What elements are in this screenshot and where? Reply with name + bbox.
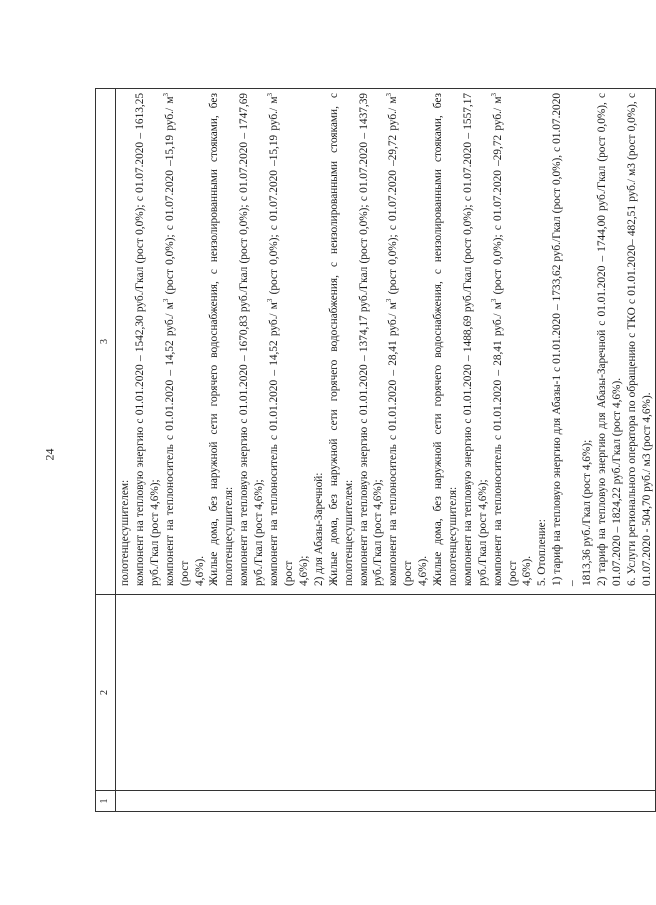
- text-line: 01.07.2020 – 1824,22 руб./Гкал (рост 4,6%).: [610, 377, 623, 586]
- text-line: компонент на тепловую энергию с 01.01.2020 – 1670,83 руб./Гкал (рост 0,0%); с 01.07.2020 – 1747,69: [238, 93, 251, 586]
- text-line: 2) для Абазы-Заречной:: [312, 472, 325, 586]
- text-line: 01.07.2020 - 504,70 руб./ м3 (рост 4,6%).: [640, 392, 653, 586]
- column-header-1: 1: [96, 791, 116, 812]
- text-line: компонент на теплоноситель с 01.01.2020 – 14,52 руб./ $м^3$ (рост 0,0%); с 01.07.2020 –15,19 руб./ $м^3$ (рост: [266, 93, 295, 586]
- table-row: [116, 89, 656, 812]
- text-line: компонент на теплоноситель с 01.01.2020 – 28,41 руб./ $м^3$ (рост 0,0%); с 01.07.2020 –29,72 руб./ $м^3$ (рост: [385, 93, 415, 586]
- text-line: 4,6%).: [193, 555, 206, 586]
- text-line: руб./Гкал (рост 4,6%);: [372, 479, 385, 586]
- table-header-row: [96, 89, 116, 812]
- text-line: руб./Гкал (рост 4,6%);: [253, 479, 266, 586]
- cell-description: [116, 595, 656, 791]
- tariff-text-block: [116, 89, 655, 594]
- cell-number: [116, 791, 656, 812]
- column-header-2: 2: [96, 595, 116, 791]
- tariff-table: [95, 88, 656, 812]
- text-line: руб./Гкал (рост 4,6%);: [148, 479, 161, 586]
- text-line: полотенцесушителем:: [342, 479, 355, 586]
- text-line: Жилые дома, без наружной сети горячего водоснабжения, с неизолированными стояками, без: [432, 93, 445, 586]
- text-line: полотенцесушителем:: [119, 479, 131, 586]
- column-header-3: 3: [96, 89, 116, 595]
- text-line: компонент на теплоноситель с 01.01.2020 – 14,52 руб./ $м^3$ (рост 0,0%); с 01.07.2020 –15,19 руб./ $м^3$ (рост: [161, 93, 191, 586]
- text-line: руб./Гкал (рост 4,6%);: [476, 479, 489, 586]
- text-line: полотенцесушителя:: [223, 486, 236, 586]
- rotated-page-content: [95, 92, 653, 812]
- text-line: 5. Отопление:: [536, 519, 549, 586]
- text-line: 1813,36 руб./Гкал (рост 4,6%);: [581, 439, 594, 586]
- text-line: 2) тариф на тепловую энергию для Абазы-Заречной с 01.01.2020 – 1744,00 руб./Гкал (рост 0,0%), с: [596, 93, 608, 586]
- text-line: Жилые дома, без наружной сети горячего водоснабжения, с неизолированными стояками, с: [327, 93, 340, 586]
- text-line: 6. Услуги регионального оператора по обращению с ТКО с 01.01.2020– 482,51 руб./ м3 (рост 0,0%), с: [625, 93, 638, 586]
- text-line: 1) тариф на тепловую энергию для Абазы-1 с 01.01.2020 – 1733,62 руб./Гкал (рост 0,0%), с 01.07.2020 –: [551, 93, 579, 586]
- text-line: компонент на тепловую энергию с 01.01.2020 – 1542,30 руб./Гкал (рост 0,0%); с 01.07.2020 – 1613,25: [133, 93, 146, 586]
- text-line: полотенцесушителя:: [446, 486, 459, 586]
- page-number: 24: [42, 448, 57, 461]
- text-line: компонент на тепловую энергию с 01.01.2020 – 1488,69 руб./Гкал (рост 0,0%); с 01.07.2020 – 1557,17: [461, 93, 474, 586]
- text-line: компонент на теплоноситель с 01.01.2020 – 28,41 руб./ $м^3$ (рост 0,0%); с 01.07.2020 –29,72 руб./ $м^3$ (рост: [489, 93, 519, 586]
- text-line: 4,6%).: [521, 555, 534, 586]
- text-line: 4,6%);: [297, 555, 310, 586]
- text-line: компонент на тепловую энергию с 01.01.2020 – 1374,17 руб./Гкал (рост 0,0%); с 01.07.2020 – 1437,39: [357, 93, 370, 586]
- text-line: 4,6%).: [417, 555, 430, 586]
- text-line: Жилые дома, без наружной сети горячего водоснабжения, с неизолированными стояками, без: [208, 93, 221, 586]
- cell-tariff-text: [116, 89, 656, 595]
